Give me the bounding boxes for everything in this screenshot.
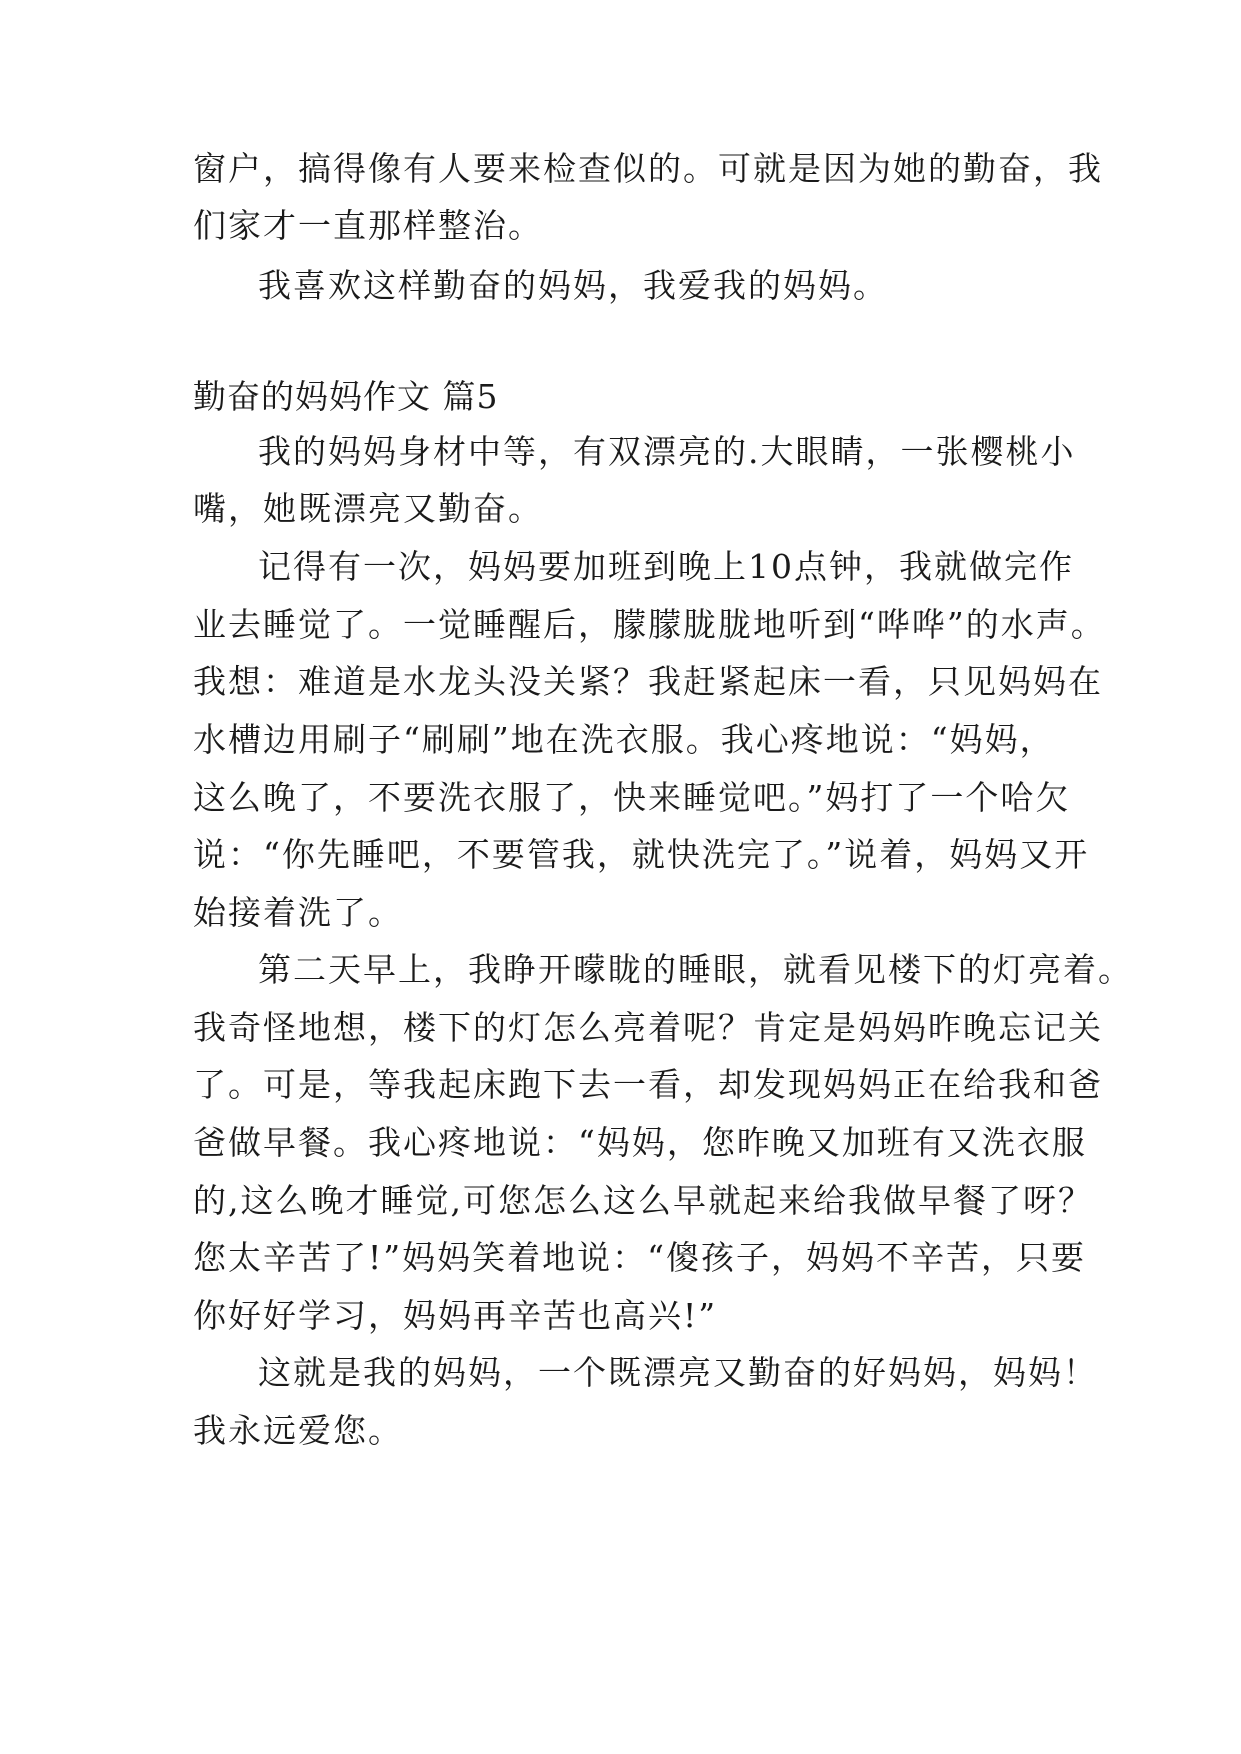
paragraph-line: 记得有一次，妈妈要加班到晚上10点钟，我就做完作 <box>258 547 1074 586</box>
paragraph-line: 第二天早上，我睁开曚眬的睡眼，就看见楼下的灯亮着。 <box>258 950 1133 989</box>
paragraph-line: 这就是我的妈妈，一个既漂亮又勤奋的好妈妈，妈妈！ <box>258 1353 1098 1392</box>
paragraph-line: 们家才一直那样整治。 <box>193 206 543 245</box>
paragraph-line: 我永远爱您。 <box>193 1411 403 1450</box>
paragraph-line: 你好好学习，妈妈再辛苦也高兴!” <box>193 1296 718 1335</box>
paragraph-line: 我想：难道是水龙头没关紧？我赶紧起床一看，只见妈妈在 <box>193 662 1103 701</box>
paragraph-line: 说：“你先睡吧，不要管我，就快洗完了。”说着，妈妈又开 <box>193 835 1090 874</box>
paragraph-line: 这么晚了，不要洗衣服了，快来睡觉吧。”妈打了一个哈欠 <box>193 778 1071 817</box>
paragraph-line: 水槽边用刷子“刷刷”地在洗衣服。我心疼地说：“妈妈， <box>193 720 1055 759</box>
paragraph-line: 我喜欢这样勤奋的妈妈，我爱我的妈妈。 <box>258 266 888 305</box>
paragraph-line: 业去睡觉了。一觉睡醒后，朦朦胧胧地听到“哗哗”的水声。 <box>193 605 1106 644</box>
paragraph-line: 您太辛苦了!”妈妈笑着地说：“傻孩子，妈妈不辛苦，只要 <box>193 1238 1087 1277</box>
paragraph-line: 我奇怪地想，楼下的灯怎么亮着呢？肯定是妈妈昨晚忘记关 <box>193 1008 1103 1047</box>
paragraph-line: 我的妈妈身材中等，有双漂亮的.大眼睛，一张樱桃小 <box>258 432 1076 471</box>
paragraph-line: 始接着洗了。 <box>193 893 403 932</box>
paragraph-line: 的,这么晚才睡觉,可您怎么这么早就起来给我做早餐了呀？ <box>193 1181 1093 1220</box>
paragraph-line: 了。可是，等我起床跑下去一看，却发现妈妈正在给我和爸 <box>193 1065 1103 1104</box>
section-heading: 勤奋的妈妈作文 篇5 <box>193 377 499 416</box>
paragraph-line: 爸做早餐。我心疼地说：“妈妈，您昨晚又加班有又洗衣服 <box>193 1123 1087 1162</box>
paragraph-line: 窗户，搞得像有人要来检查似的。可就是因为她的勤奋，我 <box>193 149 1103 188</box>
paragraph-line: 嘴，她既漂亮又勤奋。 <box>193 489 543 528</box>
